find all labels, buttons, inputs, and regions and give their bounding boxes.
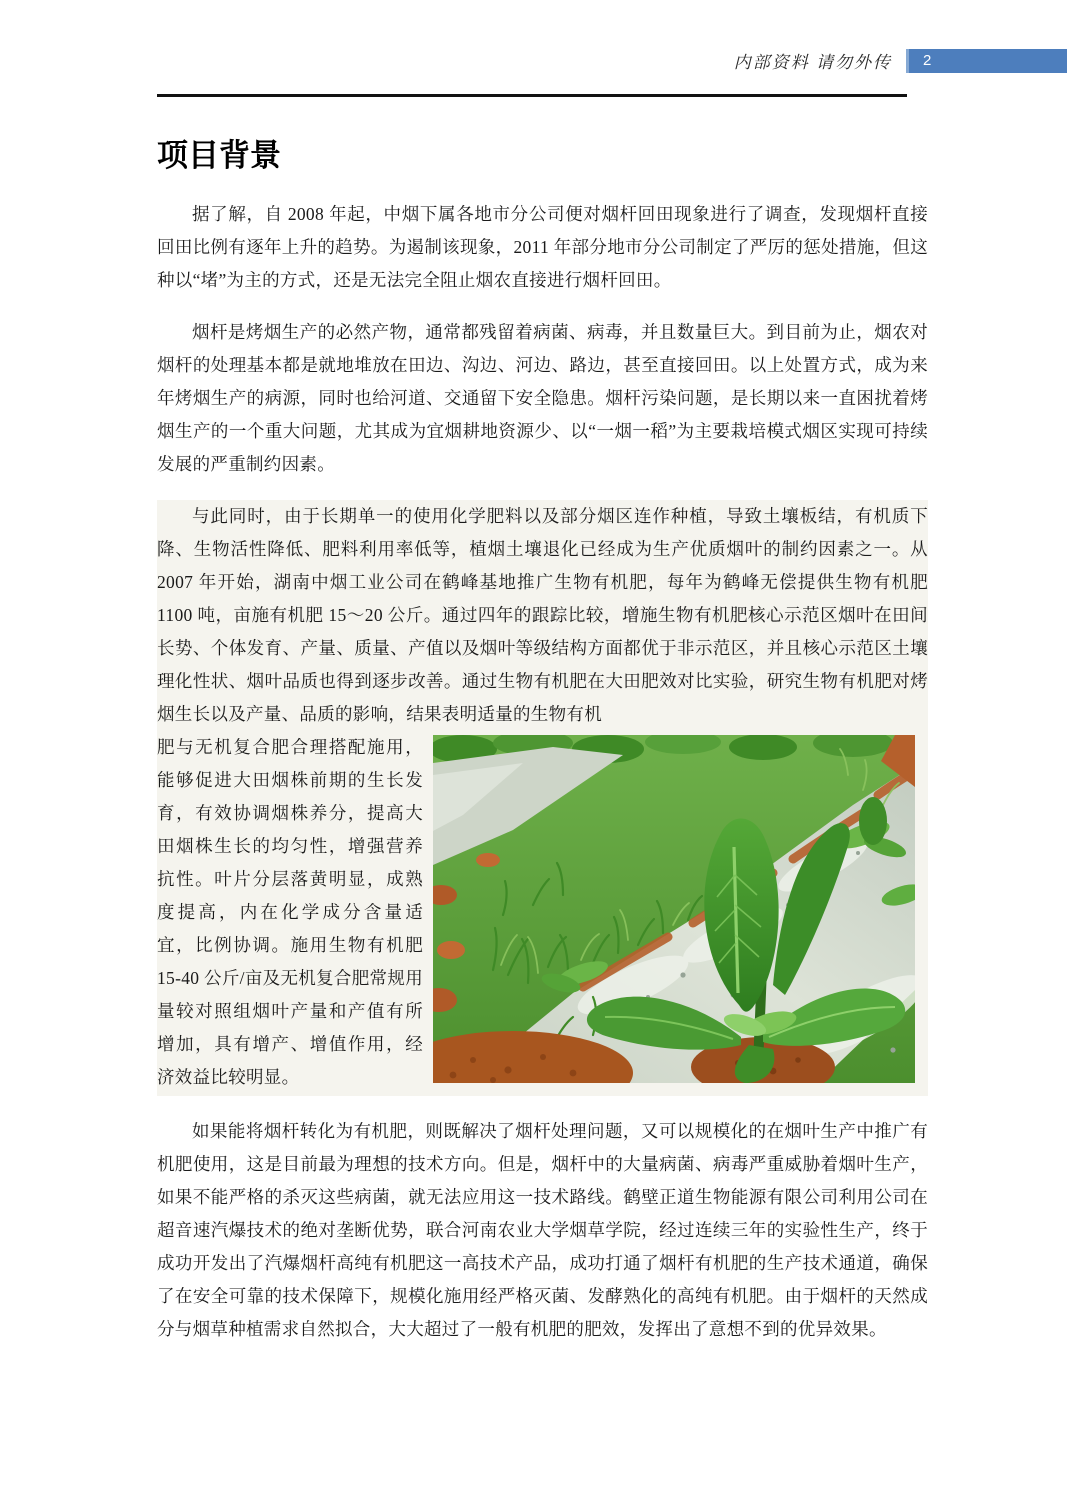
- paragraph-3-beside-image: 肥与无机复合肥合理搭配施用，能够促进大田烟株前期的生长发育，有效协调烟株养分，提高大田烟株生长的均匀性，增强营养抗性。叶片分层落黄明显，成熟度提高，内在化学成分含量适宜，比例协调。施用生物有机肥 15-40 公斤/亩及无机复合肥常规用量较对照组烟叶产量和产值有所增加，具有增产、增值作用，经济效益比较明显。: [157, 737, 423, 1087]
- confidential-notice: 内部资料 请勿外传: [733, 53, 892, 72]
- header-divider: [157, 94, 907, 97]
- page-number: 2: [923, 52, 932, 69]
- section-title: 项目背景: [157, 138, 281, 173]
- paragraph-3-wrap-section: [157, 731, 928, 1094]
- tobacco-field-photo: [433, 735, 915, 1083]
- page-number-bar: [906, 49, 1067, 73]
- highlighted-paragraph-block: [157, 500, 928, 1096]
- paragraph-4: 如果能将烟杆转化为有机肥，则既解决了烟杆处理问题，又可以规模化的在烟叶生产中推广有机肥使用，这是目前最为理想的技术方向。但是，烟杆中的大量病菌、病毒严重威胁着烟叶生产，如果不能严格的杀灭这些病菌，就无法应用这一技术路线。鹤壁正道生物能源有限公司利用公司在超音速汽爆技术的绝对垄断优势，联合河南农业大学烟草学院，经过连续三年的实验性生产，终于成功开发出了汽爆烟杆高纯有机肥这一高技术产品，成功打通了烟杆有机肥的生产技术通道，确保了在安全可靠的技术保障下，规模化施用经严格灭菌、发酵熟化的高纯有机肥。由于烟杆的天然成分与烟草种植需求自然拟合，大大超过了一般有机肥的肥效，发挥出了意想不到的优异效果。: [157, 1121, 928, 1339]
- page-header: [0, 48, 1067, 73]
- paragraph-1: 据了解，自 2008 年起，中烟下属各地市分公司便对烟杆回田现象进行了调查，发现烟杆直接回田比例有逐年上升的趋势。为遏制该现象，2011 年部分地市分公司制定了严厉的惩处措施，但这种以“堵”为主的方式，还是无法完全阻止烟农直接进行烟杆回田。: [157, 204, 928, 290]
- paragraph-2: 烟杆是烤烟生产的必然产物，通常都残留着病菌、病毒，并且数量巨大。到目前为止，烟农对烟杆的处理基本都是就地堆放在田边、沟边、河边、路边，甚至直接回田。以上处置方式，成为来年烤烟生产的病源，同时也给河道、交通留下安全隐患。烟杆污染问题，是长期以来一直困扰着烤烟生产的一个重大问题，尤其成为宜烟耕地资源少、以“一烟一稻”为主要栽培模式烟区实现可持续发展的严重制约因素。: [157, 322, 928, 474]
- paragraph-3-full-width: 与此同时，由于长期单一的使用化学肥料以及部分烟区连作种植，导致土壤板结，有机质下降、生物活性降低、肥料利用率低等，植烟土壤退化已经成为生产优质烟叶的制约因素之一。从 2007 年开始，湖南中烟工业公司在鹤峰基地推广生物有机肥，每年为鹤峰无偿提供生物有机肥 1100 吨，亩施有机肥 15～20 公斤。通过四年的跟踪比较，增施生物有机肥核心示范区烟叶在田间长势、个体发育、产量、质量、产值以及烟叶等级结构方面都优于非示范区，并且核心示范区土壤理化性状、烟叶品质也得到逐步改善。通过生物有机肥在大田肥效对比实验，研究生物有机肥对烤烟生长以及产量、品质的影响，结果表明适量的生物有机: [157, 506, 928, 724]
- document-body: [157, 138, 928, 1365]
